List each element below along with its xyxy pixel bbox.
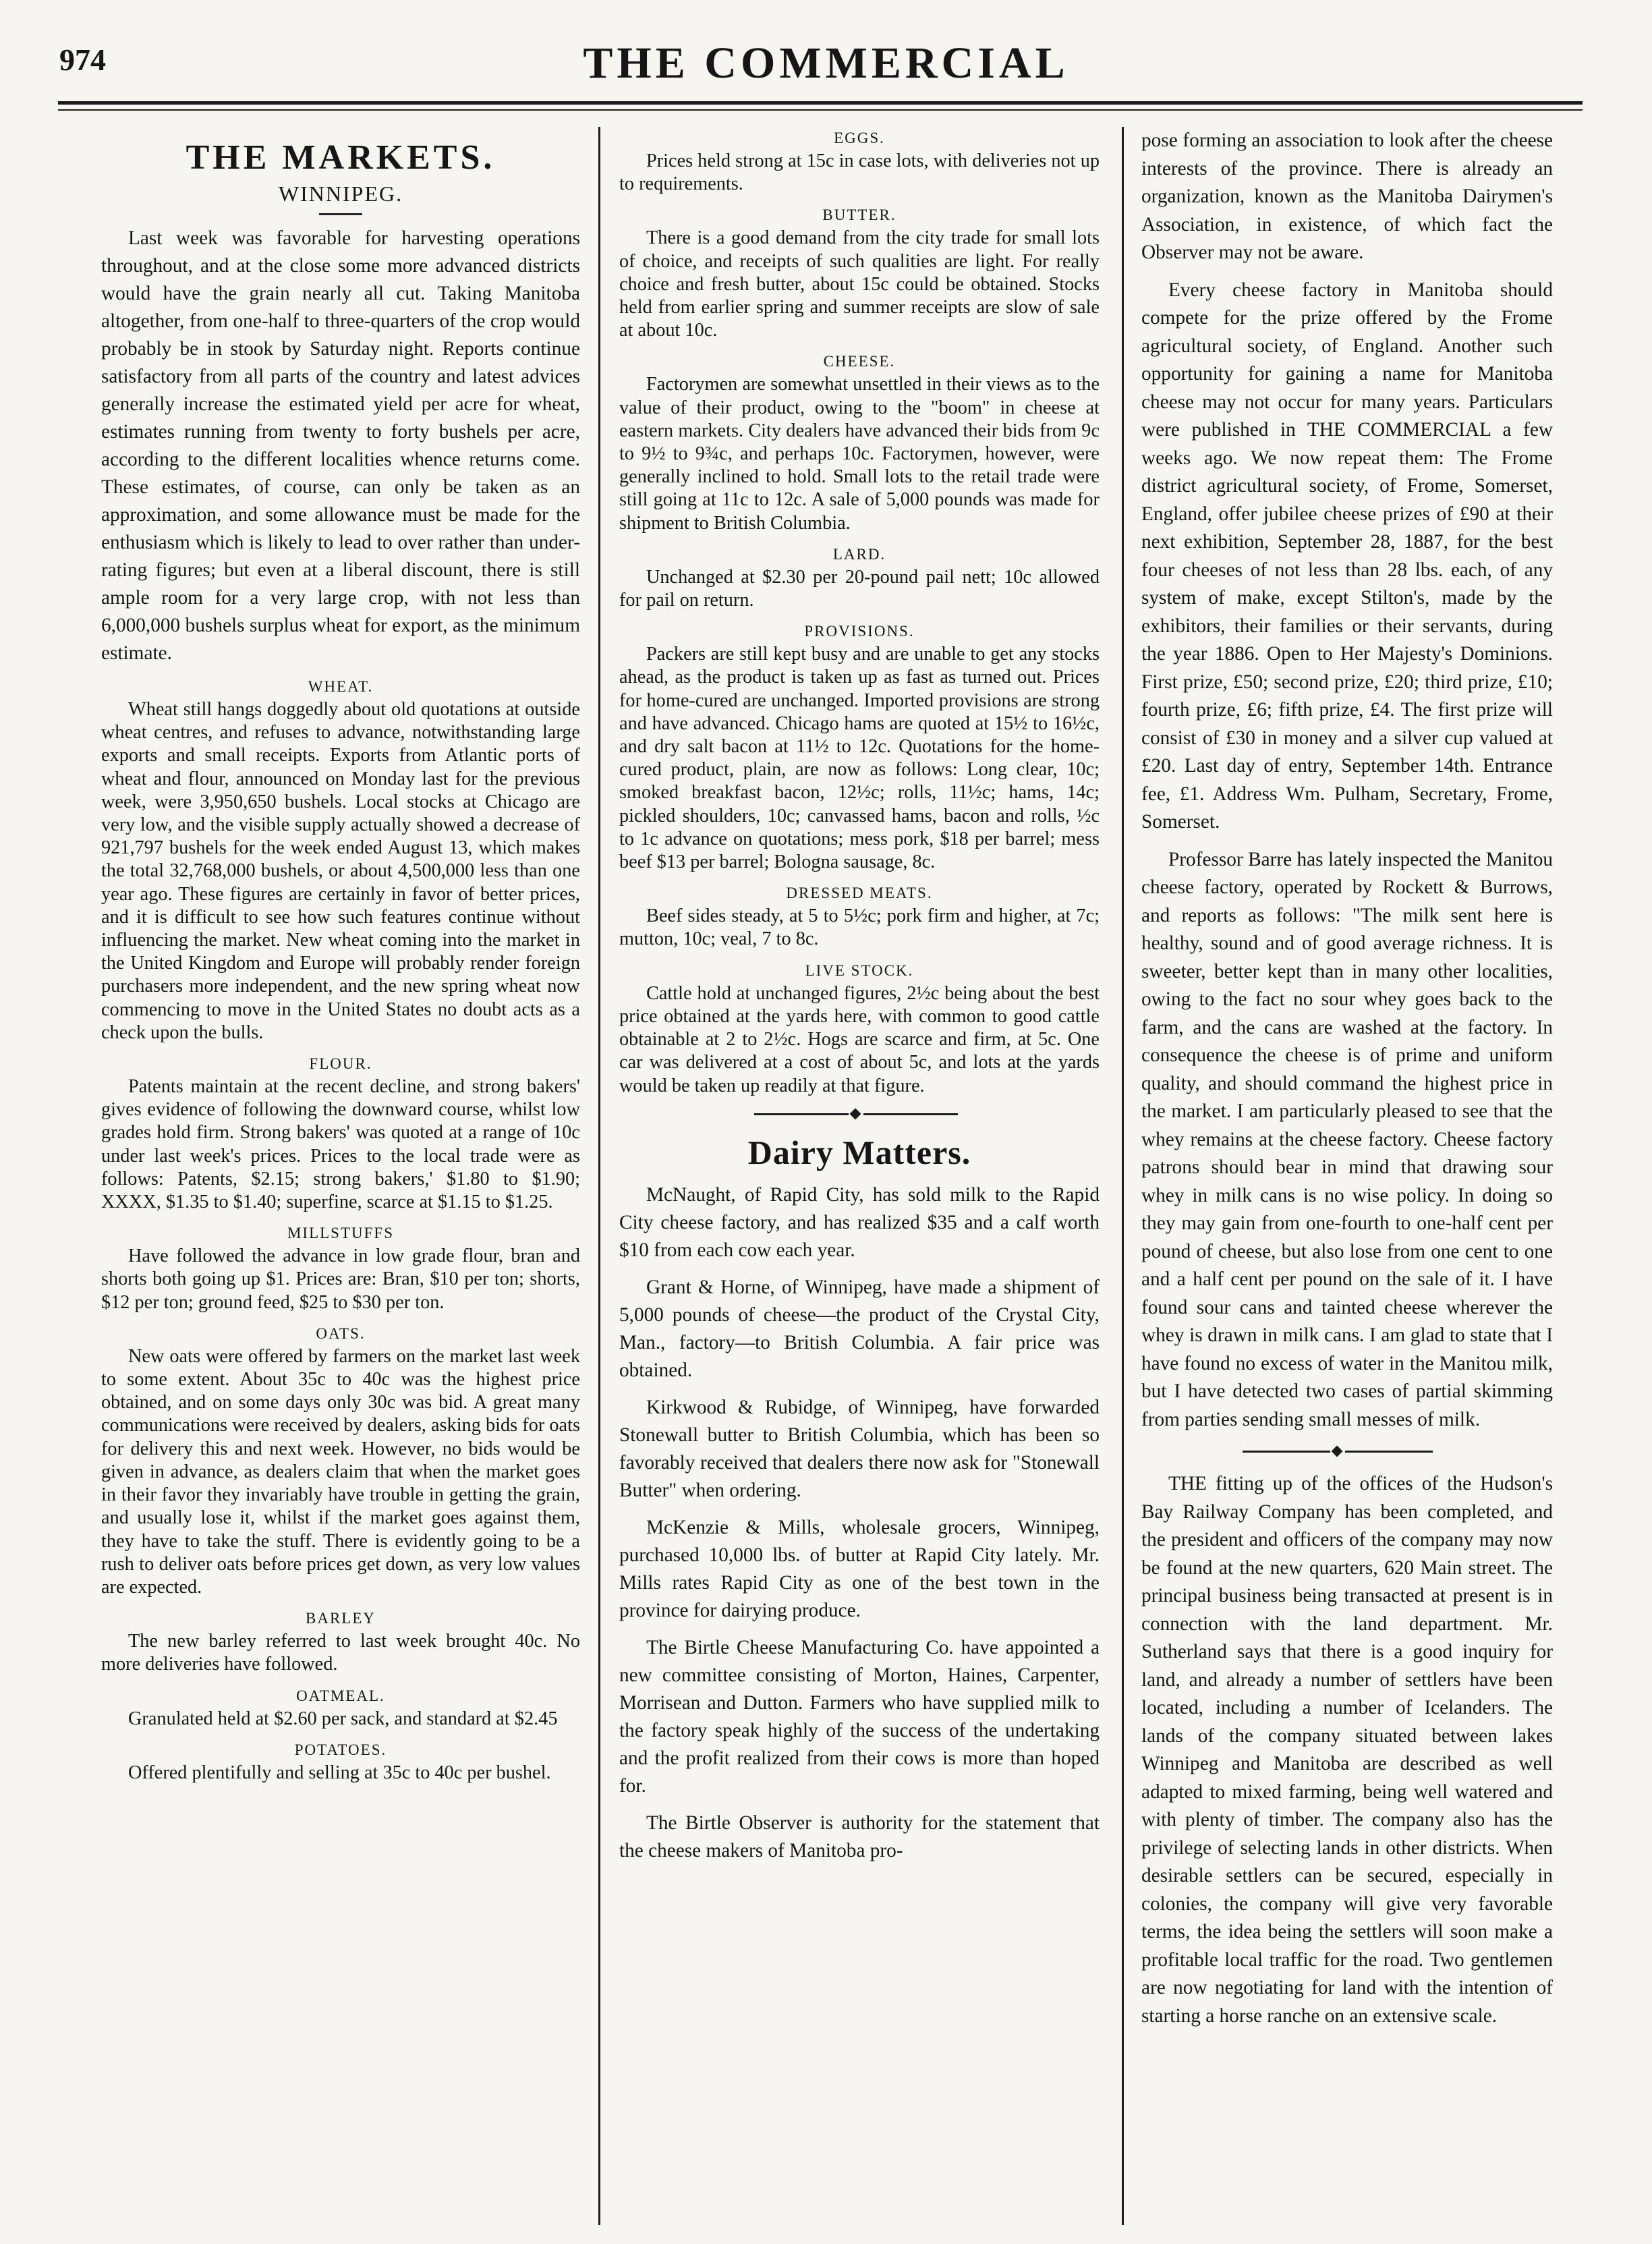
ornamental-rule	[619, 1106, 1100, 1122]
dairy-paragraph: The Birtle Observer is authority for the statement that the cheese makers of Manitoba pro-	[619, 1812, 1100, 1861]
section-heading-wheat: WHEAT.	[308, 678, 374, 695]
dairy-matters-title: Dairy Matters.	[747, 1133, 971, 1171]
masthead-title: THE COMMERCIAL	[583, 38, 1069, 88]
butter-text: There is a good demand from the city trade for small lots of choice, and receipts of such qualities are light. For really choice and fresh butter, about 15c could be obtained. Stocks held from earlier spring and summer receipts are slow of sale at about 10c.	[619, 227, 1100, 341]
potatoes-text: Offered plentifully and selling at 35c to 40c per bushel.	[128, 1762, 551, 1783]
dairy-paragraph: Kirkwood & Rubidge, of Winnipeg, have forwarded Stonewall butter to British Columbia, which has been so favorably received that dealers there now ask for "Stonewall Butter" when ordering.	[619, 1396, 1100, 1501]
section-heading-live-stock: LIVE STOCK.	[805, 961, 914, 979]
dairy-paragraph: Grant & Horne, of Winnipeg, have made a shipment of 5,000 pounds of cheese—the product of the Crystal City, Man., factory—to British Columbia. A fair price was obtained.	[619, 1276, 1100, 1381]
frome-prize-paragraph: Every cheese factory in Manitoba should compete for the prize offered by the Frome agricultural society, of England. Another such opportunity for gaining a name for Manitoba cheese may not occur for many years. Particulars were published in THE COMMERCIAL a few weeks ago. We now repeat them: The Frome district agricultural society, of Frome, Somerset, England, offer jubilee cheese prizes of £90 at their next exhibition, September 28, 1887, for the best four cheeses of not less than 28 lbs. each, of any system of make, except Stilton's, made by the exhibitors, their families or their servants, during the year 1886. Open to Her Majesty's Dominions. First prize, £50; second prize, £20; third prize, £10; fourth prize, £6; fifth prize, £4. The first prize will consist of £30 in money and a silver cup valued at £20. Last day of entry, September 14th. Entrance fee, £1. Address Wm. Pulham, Secretary, Frome, Somerset.	[1141, 279, 1553, 833]
section-heading-eggs: EGGS.	[834, 130, 885, 146]
dairy-paragraph: McNaught, of Rapid City, has sold milk to the Rapid City cheese factory, and has realized $35 and a calf worth $10 from each cow each year.	[619, 1183, 1100, 1261]
section-heading-provisions: PROVISIONS.	[804, 623, 915, 640]
markets-subtitle: WINNIPEG.	[278, 181, 403, 206]
oatmeal-text: Granulated held at $2.60 per sack, and standard at $2.45	[128, 1708, 558, 1729]
dairy-paragraph: McKenzie & Mills, wholesale grocers, Winnipeg, purchased 10,000 lbs. of butter at Rapid City lately. Mr. Mills rates Rapid City as one of the best town in the province for dairying produce.	[619, 1516, 1100, 1621]
short-rule	[319, 213, 362, 215]
masthead-rule-thick	[58, 101, 1583, 105]
cheese-association-paragraph: pose forming an association to look after the cheese interests of the province. There is already an organization, known as the Manitoba Dairymen's Association, in existence, of which fact the Observer may not be aware.	[1141, 130, 1553, 263]
markets-intro: Last week was favorable for harvesting operations throughout, and at the close some more advanced districts would have the grain nearly all cut. Taking Manitoba altogether, from one-half to three-quarters of the crop would probably be in stook by Saturday night. Reports continue satisfactory from all parts of the country and latest advices generally increase the estimated yield per acre for wheat, estimates running from twenty to forty bushels per acre, according to the different localities whence returns come. These estimates, of course, can only be taken as an approximation, and some allowance must be made for the enthusiasm which is likely to lead to over rather than under-rating figures; but even at a liberal discount, there is still ample room for a very large crop, with not less than 6,000,000 bushels surplus wheat for export, as the minimum estimate.	[101, 227, 580, 664]
column-produce	[619, 127, 1100, 2218]
section-heading-barley: BARLEY	[306, 1610, 376, 1627]
wheat-text: Wheat still hangs doggedly about old quotations at outside wheat centres, and refuses to advance, notwithstanding large exports and small receipts. Exports from Atlantic ports of wheat and flour, announced on Monday last for the previous week, were 3,950,650 bushels. Local stocks at Chicago are very low, and the visible supply actually showed a decrease of 921,797 bushels for the week ended August 13, which makes the total 32,768,000 bushels, or about 4,500,000 less than one year ago. These figures are certainly in favor of better prices, and it is difficult to see how such features continue without influencing the market. New wheat coming into the market in the United Kingdom and Europe will probably render foreign purchasers more independent, and the new spring wheat now commencing to move in the United States no doubt acts as a check upon the bulls.	[101, 699, 580, 1043]
eggs-text: Prices held strong at 15c in case lots, with deliveries not up to requirements.	[619, 150, 1100, 195]
oats-text: New oats were offered by farmers on the market last week to some extent. About 35c to 40c was the highest price obtained, and on some days only 30c was bid. A great many communications were received by dealers, asking bids for oats for delivery this and next week. However, no bids would be given in advance, as dealers claim that when the market goes in their favor they invariably have trouble in getting the grain, and usually lose it, whilst if the market goes against them, they have to take the stuff. There is evidently going to be a rush to deliver oats before prices get down, as very low values are expected.	[101, 1345, 580, 1598]
lard-text: Unchanged at $2.30 per 20-pound pail nett; 10c allowed for pail on return.	[619, 566, 1100, 611]
cheese-text: Factorymen are somewhat unsettled in their views as to the value of their product, owing to the "boom" in cheese at eastern markets. City dealers have advanced their bids from 9c to 9½ to 9¾c, and perhaps 10c. Factorymen, however, were generally inclined to hold. Small lots to the retail trade were still going at 11c to 12c. A sale of 5,000 pounds was made for shipment to British Columbia.	[619, 374, 1100, 534]
dairy-paragraph: The Birtle Cheese Manufacturing Co. have appointed a new committee consisting of Morton, Haines, Carpenter, Morrisean and Dutton. Farmers who have supplied milk to the factory speak highly of the success of the undertaking and the profit realized from their cows is more than hoped for.	[619, 1636, 1100, 1797]
ornamental-rule	[1141, 1443, 1553, 1459]
section-heading-cheese: CHEESE.	[823, 353, 896, 370]
section-heading-dressed-meats: DRESSED MEATS.	[786, 885, 933, 902]
markets-title: THE MARKETS.	[186, 138, 496, 177]
barley-text: The new barley referred to last week brought 40c. No more deliveries have followed.	[101, 1631, 580, 1675]
section-heading-lard: LARD.	[832, 545, 886, 563]
flour-text: Patents maintain at the recent decline, and strong bakers' gives evidence of following the downward course, whilst low grades hold firm. Strong bakers' was quoted at a range of 10c under last week's prices. Prices to the local trade were as follows: Patents, $2.15; strong bakers,' $1.80 to $1.90; XXXX, $1.35 to $1.40; superfine, scarce at $1.15 to $1.25.	[101, 1076, 580, 1213]
column-dairy-continued	[1141, 127, 1553, 2218]
section-heading-butter: BUTTER.	[822, 206, 896, 224]
live-stock-text: Cattle hold at unchanged figures, 2½c being about the best price obtained at the yards here, with common to good cattle obtainable at 2 to 2½c. Hogs are scarce and firm, at 5c. One car was delivered at a cost of about 5c, and lots at the yards would be taken up readily at that figure.	[619, 982, 1100, 1096]
manitou-factory-paragraph: Professor Barre has lately inspected the Manitou cheese factory, operated by Rockett & Burrows, and reports as follows: "The milk sent here is healthy, sound and of good average richness. It is sweeter, better kept than in many other localities, owing to the fact no sour whey goes back to the farm, and the cans are washed at the factory. In consequence the cheese is of prime and uniform quality, and should command the highest price in the market. I am particularly pleased to see that the whey remains at the cheese factory. Cheese factory patrons should bear in mind that drawing sour whey in milk cans is no wise policy. In doing so they may gain from one-fourth to one-half cent per pound of cheese, but also lose from one cent to one and a half cent per pound on the sale of it. I have found sour cans and tainted cheese wherever the whey is drawn in milk cans. I am glad to state that I have found no excess of water in the Manitou milk, but I have detected two cases of partial skimming from parties sending small messes of milk.	[1141, 848, 1553, 1430]
page-number: 974	[59, 43, 106, 77]
millstuffs-text: Have followed the advance in low grade flour, bran and shorts both going up $1. Prices are: Bran, $10 per ton; shorts, $12 per ton; ground feed, $25 to $30 per ton.	[101, 1245, 580, 1313]
column-markets	[101, 127, 580, 2218]
column-divider-1	[598, 127, 600, 2225]
column-divider-2	[1122, 127, 1124, 2225]
section-heading-millstuffs: MILLSTUFFS	[287, 1225, 395, 1242]
section-heading-potatoes: POTATOES.	[294, 1741, 387, 1758]
masthead-rule-thin	[58, 109, 1583, 111]
hudsons-bay-railway-paragraph: THE fitting up of the offices of the Hudson's Bay Railway Company has been completed, and the president and officers of the company may now be found at the new quarters, 620 Main street. The principal business being transacted at present is in connection with the land department. Mr. Sutherland says that there is a good inquiry for land, and already a number of settlers have been located, including a number of Icelanders. The lands of the company situated between lakes Winnipeg and Manitoba are described as well adapted to mixed farming, being well watered and with plenty of timber. The company also has the privilege of selecting lands in other districts. When desirable settlers can be secured, especially in colonies, the company will give very favorable terms, the idea being the settlers will soon make a profitable local traffic for the road. Two gentlemen are now negotiating for land with the intention of starting a horse ranche on an extensive scale.	[1141, 1473, 1553, 2027]
section-heading-oats: OATS.	[316, 1324, 366, 1342]
dressed-meats-text: Beef sides steady, at 5 to 5½c; pork firm and higher, at 7c; mutton, 10c; veal, 7 to 8c.	[619, 905, 1100, 950]
section-heading-oatmeal: OATMEAL.	[296, 1687, 385, 1704]
provisions-text: Packers are still kept busy and are unable to get any stocks ahead, as the product is taken up as fast as turned out. Prices for home-cured are unchanged. Imported provisions are strong and have advanced. Chicago hams are quoted at 15½ to 16½c, and dry salt bacon at 11½ to 12c. Quotations for the home-cured product, plain, are now as follows: Long clear, 10c; smoked breakfast bacon, 12½c; rolls, 11½c; hams, 14c; pickled shoulders, 10c; canvassed hams, bacon and rolls, ½c to 1c advance on quotations; mess pork, $18 per barrel; mess beef $13 per barrel; Bologna sausage, 8c.	[619, 644, 1100, 873]
section-heading-flour: FLOUR.	[309, 1055, 372, 1073]
